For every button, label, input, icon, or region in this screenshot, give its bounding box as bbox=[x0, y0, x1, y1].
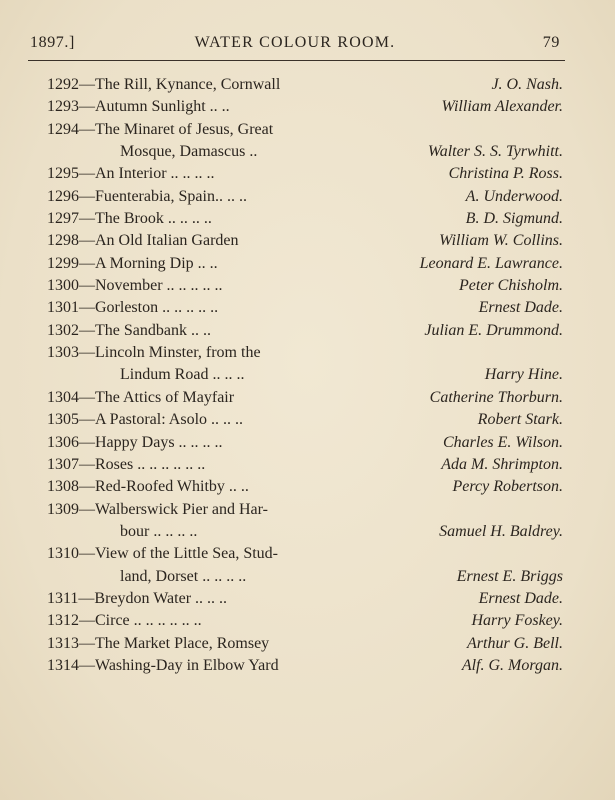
header-page-number: 79 bbox=[542, 34, 560, 51]
entry-artist: Charles E. Wilson. bbox=[442, 433, 563, 451]
entry-row bbox=[47, 141, 567, 163]
entry-artist: Christina P. Ross. bbox=[448, 165, 563, 183]
entry-title: 1311—Breydon Water .. .. .. bbox=[47, 589, 228, 607]
entry-row bbox=[47, 476, 567, 498]
entry-artist: William Alexander. bbox=[441, 98, 563, 116]
entry-title: 1299—A Morning Dip .. .. bbox=[47, 254, 218, 272]
entry-title: 1309—Walberswick Pier and Har- bbox=[47, 500, 268, 518]
entry-row bbox=[47, 499, 567, 521]
entry-row bbox=[47, 320, 567, 342]
entry-title: 1307—Roses .. .. .. .. .. .. bbox=[47, 455, 206, 473]
entry-row bbox=[47, 633, 567, 655]
entry-artist: Arthur G. Bell. bbox=[467, 634, 563, 652]
entry-row bbox=[47, 387, 567, 409]
entry-title: Mosque, Damascus .. bbox=[120, 143, 258, 161]
entry-artist: William W. Collins. bbox=[439, 232, 563, 250]
entry-title: 1296—Fuenterabia, Spain.. .. .. bbox=[47, 187, 247, 205]
entry-artist: Harry Hine. bbox=[484, 366, 563, 384]
entry-title: 1310—View of the Little Sea, Stud- bbox=[47, 545, 278, 563]
entry-artist: Walter S. S. Tyrwhitt. bbox=[427, 143, 563, 161]
entry-artist: Ernest Dade. bbox=[478, 589, 563, 607]
entry-row bbox=[47, 432, 567, 454]
entry-row bbox=[47, 96, 567, 118]
entry-row bbox=[47, 409, 567, 431]
entry-artist: Ernest E. Briggs bbox=[456, 567, 563, 585]
entry-title: 1293—Autumn Sunlight .. .. bbox=[47, 98, 230, 116]
entry-row bbox=[47, 275, 567, 297]
entry-row bbox=[47, 186, 567, 208]
entry-title: 1292—The Rill, Kynance, Cornwall bbox=[47, 76, 281, 93]
entry-row bbox=[47, 454, 567, 476]
entry-artist: A. Underwood. bbox=[465, 187, 563, 205]
entry-artist: Leonard E. Lawrance. bbox=[419, 254, 563, 272]
entry-title: 1303—Lincoln Minster, from the bbox=[47, 344, 261, 362]
header-rule bbox=[28, 60, 565, 61]
running-header bbox=[30, 34, 560, 58]
entry-row bbox=[47, 342, 567, 364]
entry-title: 1312—Circe .. .. .. .. .. .. bbox=[47, 612, 202, 630]
entry-title: 1298—An Old Italian Garden bbox=[47, 232, 239, 250]
entry-artist: Ada M. Shrimpton. bbox=[441, 455, 563, 473]
entry-row bbox=[47, 119, 567, 141]
header-section-title: WATER COLOUR ROOM. bbox=[194, 34, 396, 51]
entry-title: 1314—Washing-Day in Elbow Yard bbox=[47, 656, 279, 674]
entry-artist: Alf. G. Morgan. bbox=[461, 656, 563, 674]
entry-row bbox=[47, 364, 567, 386]
entry-row bbox=[47, 588, 567, 610]
entry-title: 1294—The Minaret of Jesus, Great bbox=[47, 120, 274, 138]
entry-row bbox=[47, 566, 567, 588]
entry-row bbox=[47, 521, 567, 543]
entry-title: 1308—Red-Roofed Whitby .. .. bbox=[47, 478, 249, 496]
entry-artist: Julian E. Drummond. bbox=[424, 321, 563, 339]
entry-row bbox=[47, 610, 567, 632]
entry-artist: Peter Chisholm. bbox=[459, 277, 563, 295]
entry-artist: Ernest Dade. bbox=[478, 299, 563, 317]
entry-row bbox=[47, 253, 567, 275]
entry-artist: Robert Stark. bbox=[477, 411, 563, 429]
entry-title: 1301—Gorleston .. .. .. .. .. bbox=[47, 299, 219, 317]
entry-row bbox=[47, 297, 567, 319]
entry-row bbox=[47, 230, 567, 252]
entry-artist: B. D. Sigmund. bbox=[465, 210, 563, 228]
entry-artist: Samuel H. Baldrey. bbox=[439, 522, 563, 540]
entry-row bbox=[47, 543, 567, 565]
entry-artist: Percy Robertson. bbox=[452, 478, 563, 496]
entry-row bbox=[47, 163, 567, 185]
entry-title: 1300—November .. .. .. .. .. bbox=[47, 277, 223, 295]
entry-title: 1306—Happy Days .. .. .. .. bbox=[47, 433, 223, 451]
entry-title: 1302—The Sandbank .. .. bbox=[47, 321, 211, 339]
header-year: 1897.] bbox=[30, 34, 75, 51]
entry-artist: J. O. Nash. bbox=[491, 76, 563, 93]
entry-artist: Catherine Thorburn. bbox=[429, 388, 563, 406]
entry-title: 1295—An Interior .. .. .. .. bbox=[47, 165, 215, 183]
entry-title: 1297—The Brook .. .. .. .. bbox=[47, 210, 212, 228]
entry-title: 1304—The Attics of Mayfair bbox=[47, 388, 235, 406]
entry-title: land, Dorset .. .. .. .. bbox=[120, 567, 247, 585]
entry-row bbox=[47, 655, 567, 677]
entry-title: Lindum Road .. .. .. bbox=[120, 366, 245, 384]
entry-list bbox=[47, 74, 567, 677]
entry-artist: Harry Foskey. bbox=[471, 612, 563, 630]
entry-row bbox=[47, 208, 567, 230]
entry-title: 1305—A Pastoral: Asolo .. .. .. bbox=[47, 411, 244, 429]
entry-title: bour .. .. .. .. bbox=[120, 522, 198, 540]
entry-row bbox=[47, 74, 567, 96]
entry-title: 1313—The Market Place, Romsey bbox=[47, 634, 270, 652]
